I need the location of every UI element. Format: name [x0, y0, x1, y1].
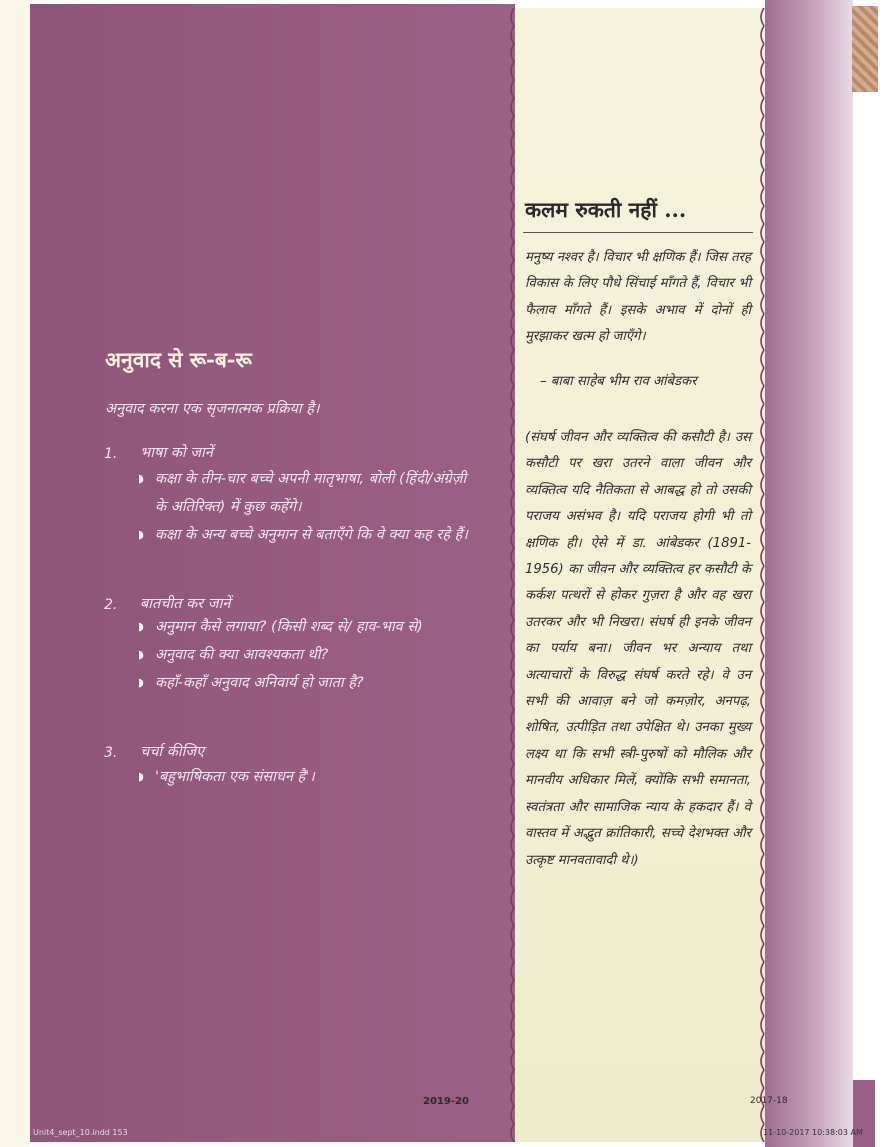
corner-pattern-image: [852, 6, 878, 92]
scallop-border-right: [757, 8, 771, 1142]
right-shadow-band: [765, 0, 853, 1147]
left-margin-strip: [0, 0, 30, 1147]
bullet-list: [138, 763, 478, 791]
section-heading: भाषा को जानें: [140, 445, 213, 461]
bullet-icon: ◗: [138, 620, 144, 633]
quote-text: मनुष्य नश्वर है। विचार भी क्षणिक हैं। जिस तरह विकास के लिए पौधे सिंचाई माँगते हैं, विचार भी फैलाव माँगते हैं। इसके अभाव में दोनों ही मुरझाकर खत्म हो जाएँगे।: [525, 250, 751, 345]
section-heading: चर्चा कीजिए: [140, 744, 205, 760]
title-underline: [523, 232, 753, 233]
right-margin-strip: [853, 0, 883, 1147]
bullet-list: [138, 465, 478, 549]
left-panel-background: [30, 4, 515, 1142]
quote-author: – बाबा साहेब भीम राव आंबेडकर: [540, 374, 697, 389]
section-number: 2.: [104, 597, 118, 613]
print-slug-left: Unit4_sept_10.indd 153: [33, 1128, 128, 1137]
footer-year-right: 2017-18: [750, 1096, 788, 1106]
left-section-title: अनुवाद से रू-ब-रू: [105, 347, 252, 372]
scallop-path: [511, 8, 514, 1142]
list-item: ◗ कक्षा के तीन-चार बच्चे अपनी मातृभाषा, बोली (हिंदी/अंग्रेज़ी के अतिरिक्त) में कुछ कहेंगे।: [138, 465, 478, 521]
section-number: 3.: [104, 745, 118, 761]
intro-text: अनुवाद करना एक सृजनात्मक प्रक्रिया है।: [105, 401, 320, 417]
bullet-list: [138, 613, 478, 697]
bullet-icon: ◗: [138, 648, 144, 661]
right-section-title: कलम रुकती नहीं ...: [525, 197, 687, 222]
bullet-icon: ◗: [138, 472, 144, 485]
biography-text: (संघर्ष जीवन और व्यक्तित्व की कसौटी है। उस कसौटी पर खरा उतरने वाला जीवन और व्यक्तित्व यदि नैतिकता से आबद्ध हो तो उसकी पराजय असंभव है। यदि पराजय होगी भी तो क्षणिक ही। ऐसे में डा. आंबेडकर (1891-1956) का जीवन और व्यक्तित्व हर कसौटी के कर्कश पत्थरों से होकर गुज़रा है और वह खरा उतरकर और भी निखरा। संघर्ष ही इनके जीवन का पर्याय बना। जीवन भर अन्याय तथा अत्याचारों के विरुद्ध संघर्ष करते रहे। वे उन सभी की आवाज़ बने जो कमज़ोर, अनपढ़, शोषित, उत्पीड़ित तथा उपेक्षित थे। उनका मुख्य लक्ष्य था कि सभी स्त्री-पुरुषों को मौलिक और मानवीय अधिकार मिलें, क्योंकि सभी समानता, स्वतंत्रता और सामाजिक न्याय के हकदार हैं। वे वास्तव में अद्भुत क्रांतिकारी, सच्चे देशभक्त और उत्कृष्ट मानवतावादी थे।): [525, 430, 751, 868]
list-item: ◗ कहाँ-कहाँ अनुवाद अनिवार्य हो जाता है?: [138, 669, 478, 697]
bullet-icon: ◗: [138, 770, 144, 783]
list-item: ◗ 'बहुभाषिकता एक संसाधन है'।: [138, 763, 478, 791]
scallop-border-left: [507, 8, 521, 1142]
list-item: ◗ कक्षा के अन्य बच्चे अनुमान से बताएँगे कि वे क्या कह रहे हैं।: [138, 521, 478, 549]
list-item: ◗ अनुवाद की क्या आवश्यकता थी?: [138, 641, 478, 669]
bullet-icon: ◗: [138, 528, 144, 541]
list-item: ◗ अनुमान कैसे लगाया? (किसी शब्द से/ हाव-भाव से): [138, 613, 478, 641]
print-slug-right: 11-10-2017 10:38:03 AM: [763, 1128, 863, 1137]
footer-year-left: 2019-20: [423, 1096, 469, 1107]
bullet-icon: ◗: [138, 676, 144, 689]
scallop-path: [761, 8, 764, 1142]
section-number: 1.: [104, 446, 118, 462]
section-heading: बातचीत कर जानें: [140, 596, 231, 612]
